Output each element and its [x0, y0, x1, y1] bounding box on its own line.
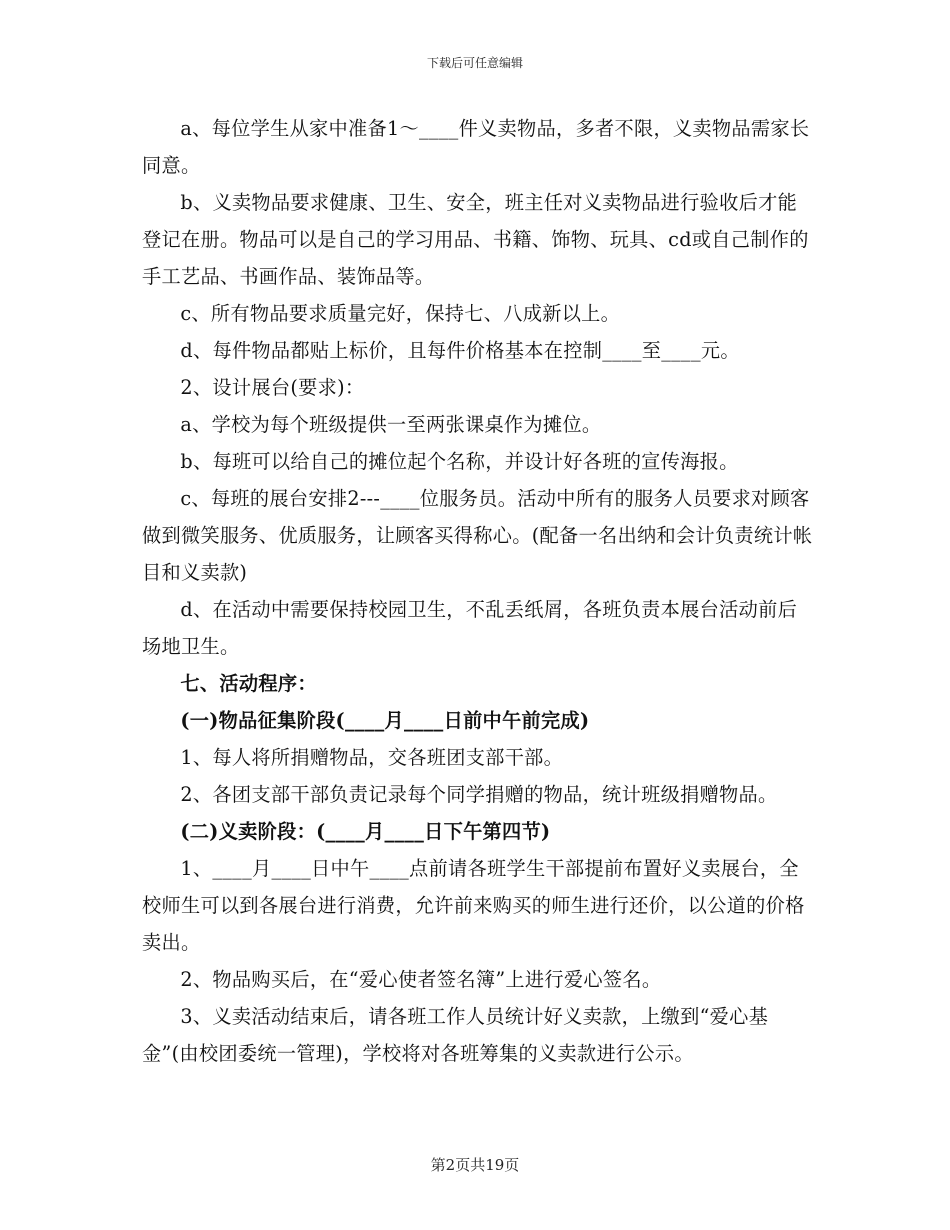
paragraph-a-prepare-items: a、每位学生从家中准备1～____件义卖物品，多者不限，义卖物品需家长同意。 [142, 117, 810, 177]
document-body [142, 110, 814, 1072]
paragraph-sale-1: 1、____月____日中午____点前请各班学生干部提前布置好义卖展台，全校师生可以到各展台进行消费，允许前来购买的师生进行还价，以公道的价格卖出。 [142, 857, 805, 954]
paragraph-collection-2: 2、各团支部干部负责记录每个同学捐赠的物品，统计班级捐赠物品。 [180, 783, 778, 806]
page-footer: 第2页共19页 [430, 1156, 520, 1174]
paragraph-a-desks: a、学校为每个班级提供一至两张课桌作为摊位。 [180, 413, 602, 436]
paragraph-sale-3: 3、义卖活动结束后，请各班工作人员统计好义卖款，上缴到“爱心基金”(由校团委统一管理)，学校将对各班筹集的义卖款进行公示。 [142, 1005, 769, 1065]
paragraph-d-hygiene: d、在活动中需要保持校园卫生，不乱丢纸屑，各班负责本展台活动前后场地卫生。 [142, 598, 798, 658]
paragraph-sale-2: 2、物品购买后，在“爱心使者签名簿”上进行爱心签名。 [180, 968, 662, 991]
section-heading-procedure: 七、活动程序： [180, 672, 317, 695]
paragraph-b-booth-name: b、每班可以给自己的摊位起个名称，并设计好各班的宣传海报。 [180, 450, 739, 473]
paragraph-c-quality: c、所有物品要求质量完好，保持七、八成新以上。 [180, 302, 621, 325]
subheading-collection-stage: (一)物品征集阶段(____月____日前中午前完成) [180, 709, 590, 732]
paragraph-c-staff: c、每班的展台安排2---____位服务员。活动中所有的服务人员要求对顾客做到微笑服务、优质服务，让顾客买得称心。(配备一名出纳和会计负责统计帐目和义卖款) [142, 487, 813, 584]
paragraph-d-price-range: d、每件物品都贴上标价，且每件价格基本在控制____至____元。 [180, 339, 740, 362]
page-header: 下载后可任意编辑 [426, 56, 523, 70]
paragraph-design-booth: 2、设计展台(要求)： [180, 376, 365, 399]
paragraph-collection-1: 1、每人将所捐赠物品，交各班团支部干部。 [180, 746, 564, 769]
paragraph-b-item-requirements: b、义卖物品要求健康、卫生、安全，班主任对义卖物品进行验收后才能登记在册。物品可以是自己的学习用品、书籍、饰物、玩具、cd或自己制作的手工艺品、书画作品、装饰品等。 [142, 191, 809, 288]
subheading-sale-stage: (二)义卖阶段：(____月____日下午第四节) [180, 820, 551, 843]
